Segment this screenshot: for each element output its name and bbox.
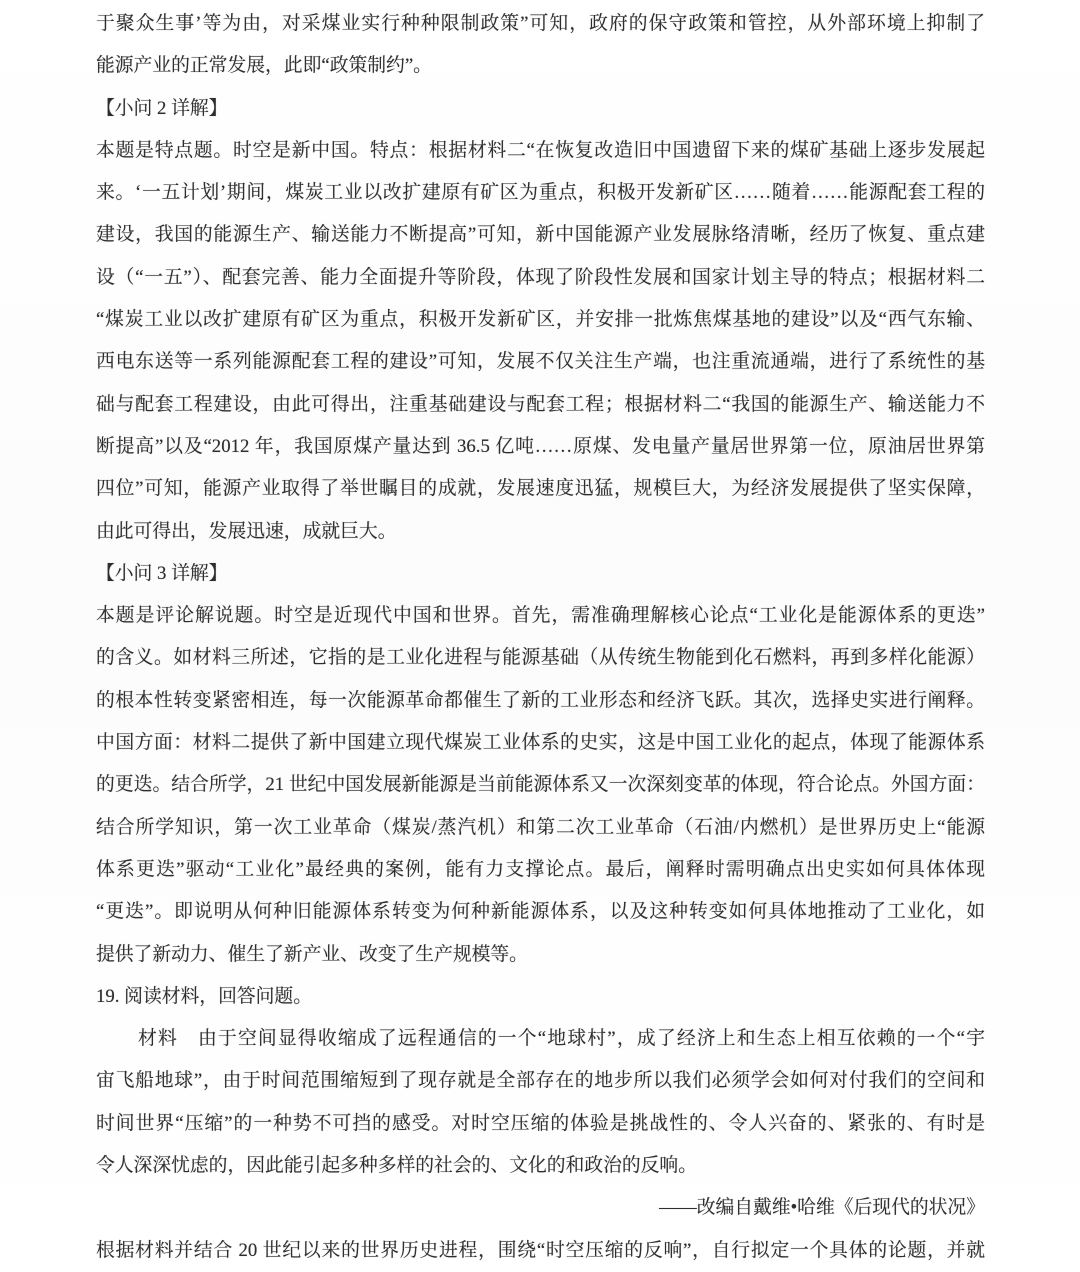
body-line: 断提高”以及“2012 年，我国原煤产量达到 36.5 亿吨……原煤、发电量产量居世界第一位，原油居世界第 — [96, 435, 985, 457]
body-line: 提供了新动力、催生了新产业、改变了生产规模等。 — [96, 943, 528, 965]
body-line: 能源产业的正常发展，此即“政策制约”。 — [96, 55, 432, 77]
body-line: 根据材料并结合 20 世纪以来的世界历史进程，围绕“时空压缩的反响”，自行拟定一个具体的论题，并就 — [96, 1239, 985, 1261]
attribution-line: ——改编自戴维•哈维《后现代的状况》 — [659, 1197, 985, 1219]
body-line: 于聚众生事’等为由，对采煤业实行种种限制政策”可知，政府的保守政策和管控，从外部环境上抑制了 — [96, 13, 985, 34]
body-line: 的根本性转变紧密相连，每一次能源革命都催生了新的工业形态和经济飞跃。其次，选择史实进行阐释。 — [96, 689, 985, 711]
section-heading: 【小问 2 详解】 — [96, 97, 228, 119]
body-line: 西电东送等一系列能源配套工程的建设”可知，发展不仅关注生产端，也注重流通端，进行了系统性的基 — [96, 351, 985, 373]
body-line: 的更迭。结合所学，21 世纪中国发展新能源是当前能源体系又一次深刻变革的体现，符合论点。外国方面： — [96, 774, 985, 796]
body-line: 设（“一五”）、配套完善、能力全面提升等阶段，体现了阶段性发展和国家计划主导的特点；根据材料二 — [96, 266, 985, 288]
body-line: 础与配套工程建设，由此可得出，注重基础建设与配套工程；根据材料二“我国的能源生产、输送能力不 — [96, 393, 985, 415]
material-line: 材料 由于空间显得收缩成了远程通信的一个“地球村”，成了经济上和生态上相互依赖的一个“宇 — [138, 1028, 985, 1050]
body-line: “煤炭工业以改扩建原有矿区为重点，积极开发新矿区，并安排一批炼焦煤基地的建设”以及“西气东输、 — [96, 309, 985, 331]
body-line: 来。‘一五计划’期间，煤炭工业以改扩建原有矿区为重点，积极开发新矿区……随着……能源配套工程的 — [96, 182, 985, 204]
body-line: 建设，我国的能源生产、输送能力不断提高”可知，新中国能源产业发展脉络清晰，经历了恢复、重点建 — [96, 224, 985, 246]
material-line: 令人深深忧虑的，因此能引起多种多样的社会的、文化的和政治的反响。 — [96, 1155, 697, 1177]
material-line: 宙飞船地球”，由于时间范围缩短到了现存就是全部存在的地步所以我们必须学会如何对付我们的空间和 — [96, 1070, 985, 1092]
body-line: 的含义。如材料三所述，它指的是工业化进程与能源基础（从传统生物能到化石燃料，再到多样化能源） — [96, 647, 985, 669]
body-line: “更迭”。即说明从何种旧能源体系转变为何种新能源体系，以及这种转变如何具体地推动了工业化，如 — [96, 901, 985, 923]
question-number-line: 19. 阅读材料，回答问题。 — [96, 985, 312, 1007]
body-line: 由此可得出，发展迅速，成就巨大。 — [96, 520, 397, 542]
body-line: 中国方面：材料二提供了新中国建立现代煤炭工业体系的史实，这是中国工业化的起点，体现了能源体系 — [96, 732, 985, 754]
body-line: 四位”可知，能源产业取得了举世瞩目的成就，发展速度迅猛，规模巨大，为经济发展提供了坚实保障， — [96, 478, 985, 500]
body-line: 结合所学知识，第一次工业革命（煤炭/蒸汽机）和第二次工业革命（石油/内燃机）是世界历史上“能源 — [96, 816, 985, 838]
section-heading: 【小问 3 详解】 — [96, 562, 228, 584]
document-body — [96, 3, 985, 1272]
body-line: 本题是评论解说题。时空是近现代中国和世界。首先，需准确理解核心论点“工业化是能源体系的更迭” — [96, 605, 985, 627]
body-line: 体系更迭”驱动“工业化”最经典的案例，能有力支撑论点。最后，阐释时需明确点出史实如何具体体现 — [96, 858, 985, 880]
body-line: 本题是特点题。时空是新中国。特点：根据材料二“在恢复改造旧中国遗留下来的煤矿基础上逐步发展起 — [96, 139, 985, 161]
material-line: 时间世界“压缩”的一种势不可挡的感受。对时空压缩的体验是挑战性的、令人兴奋的、紧张的、有时是 — [96, 1112, 985, 1134]
